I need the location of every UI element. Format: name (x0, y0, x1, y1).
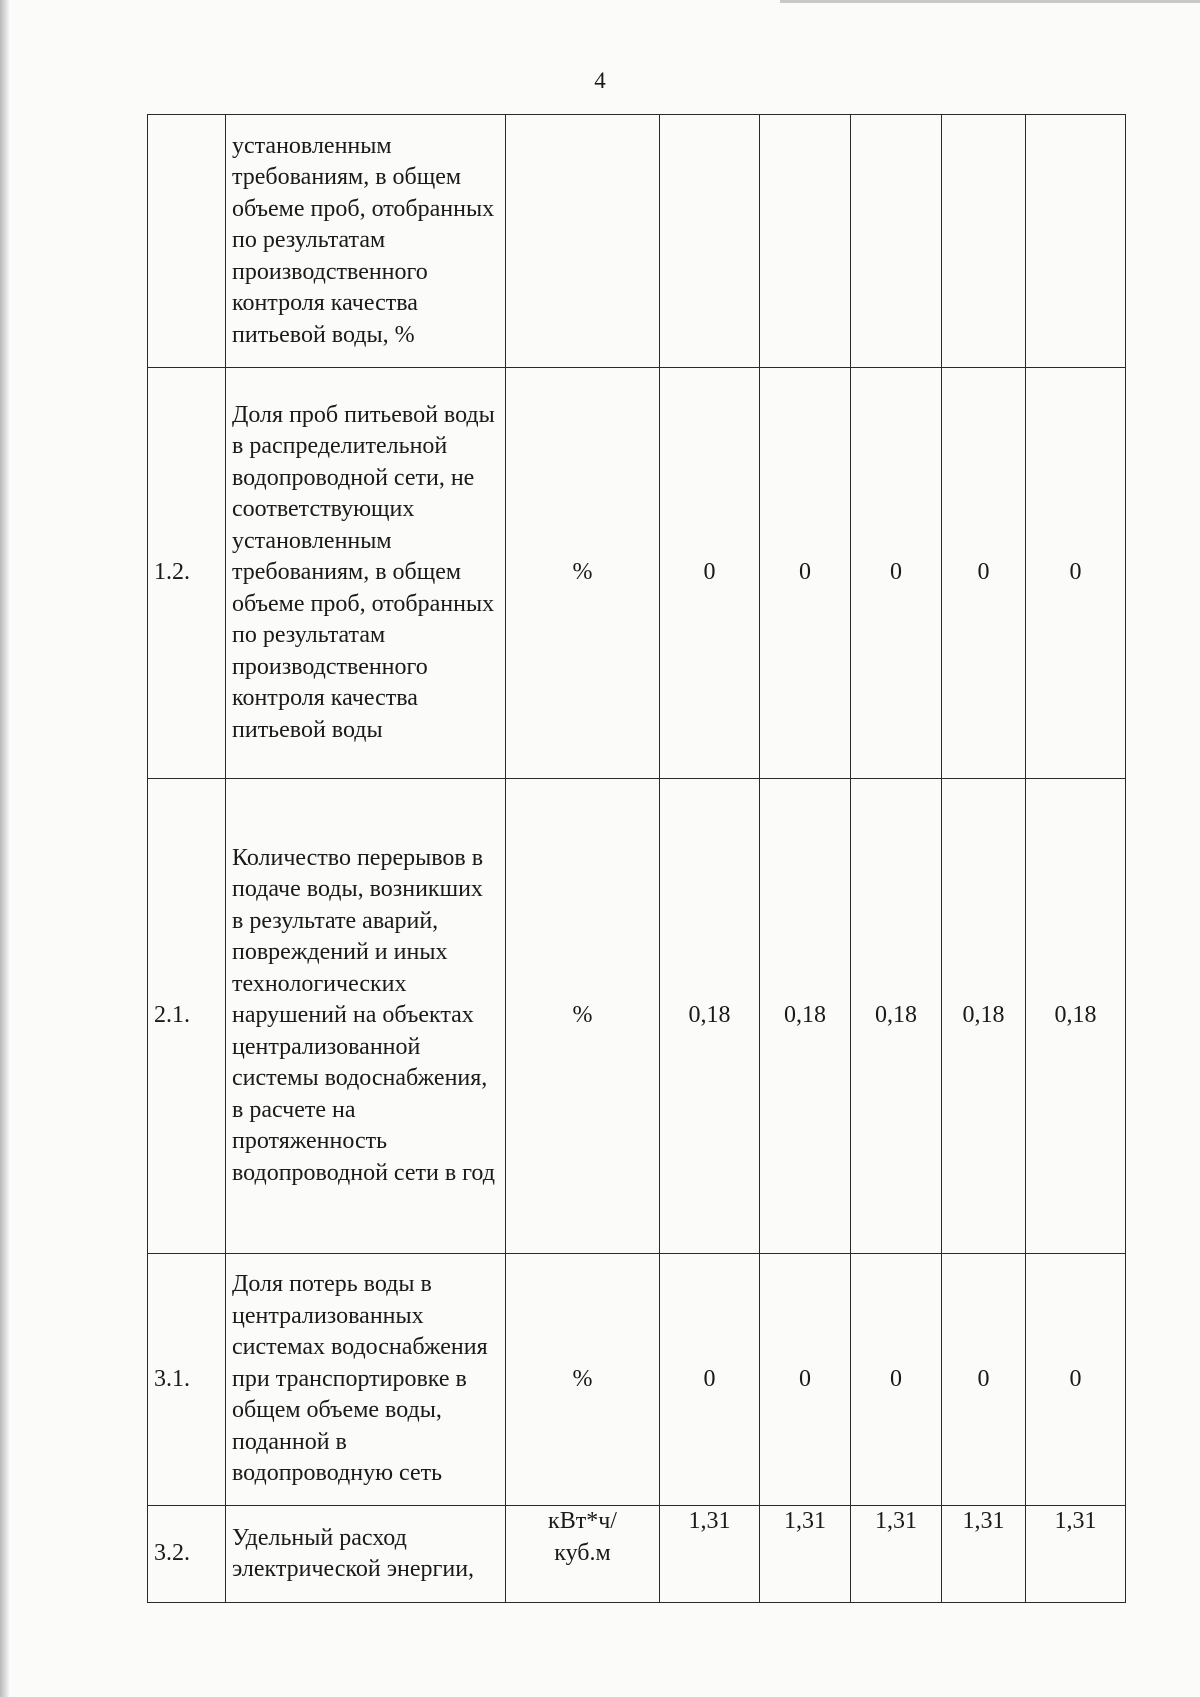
value-cell: 0 (1026, 368, 1126, 779)
value-cell (1026, 115, 1126, 368)
value-cell: 0,18 (942, 779, 1026, 1254)
unit-line: кВт*ч/ (548, 1508, 617, 1534)
value-cell: 1,31 (1026, 1506, 1126, 1603)
row-number (148, 115, 226, 368)
unit-line: куб.м (554, 1539, 611, 1566)
value-cell (760, 115, 851, 368)
value-cell: 0,18 (760, 779, 851, 1254)
value-cell: 0 (851, 1254, 942, 1506)
value-cell: 0 (1026, 1254, 1126, 1506)
unit-cell: % (506, 368, 660, 779)
value-cell: 0 (760, 368, 851, 779)
value-cell: 0,18 (660, 779, 760, 1254)
indicator-name: Удельный расход электрической энергии, (226, 1506, 506, 1603)
value-cell: 0,18 (851, 779, 942, 1254)
unit-cell: % (506, 1254, 660, 1506)
scan-top-edge (780, 0, 1200, 3)
page-number: 4 (594, 68, 606, 93)
value-cell: 0 (851, 368, 942, 779)
value-cell: 1,31 (660, 1506, 760, 1603)
table-row (148, 1254, 1126, 1506)
value-cell (660, 115, 760, 368)
value-cell: 1,31 (851, 1506, 942, 1603)
row-number: 2.1. (148, 779, 226, 1254)
value-cell: 0 (660, 368, 760, 779)
value-cell: 0 (942, 1254, 1026, 1506)
row-number: 3.2. (148, 1506, 226, 1603)
value-cell: 1,31 (760, 1506, 851, 1603)
unit-cell (506, 115, 660, 368)
unit-cell (506, 1506, 660, 1603)
table-row (148, 368, 1126, 779)
table-row (148, 115, 1126, 368)
value-cell: 0,18 (1026, 779, 1126, 1254)
value-cell (851, 115, 942, 368)
value-cell (942, 115, 1026, 368)
indicator-name: Доля потерь воды в централизованных системах водоснабжения при транспортировке в общем объеме воды, поданной в водопроводную сеть (226, 1254, 506, 1506)
value-cell: 0 (760, 1254, 851, 1506)
unit-cell: % (506, 779, 660, 1254)
indicator-name: Количество перерывов в подаче воды, возникших в результате аварий, повреждений и иных технологических нарушений на объектах централизованной системы водоснабжения, в расчете на протяженность водопроводной сети в год (226, 779, 506, 1254)
row-number: 1.2. (148, 368, 226, 779)
scan-left-edge (0, 0, 9, 1697)
indicators-table (147, 114, 1126, 1603)
value-cell: 0 (660, 1254, 760, 1506)
indicator-name: установленным требованиям, в общем объеме проб, отобранных по результатам производственного контроля качества питьевой воды, % (226, 115, 506, 368)
value-cell: 0 (942, 368, 1026, 779)
table-row (148, 1506, 1126, 1603)
value-cell: 1,31 (942, 1506, 1026, 1603)
indicator-name: Доля проб питьевой воды в распределительной водопроводной сети, не соответствующих установленным требованиям, в общем объеме проб, отобранных по результатам производственного контроля качества питьевой воды (226, 368, 506, 779)
table-row (148, 779, 1126, 1254)
row-number: 3.1. (148, 1254, 226, 1506)
